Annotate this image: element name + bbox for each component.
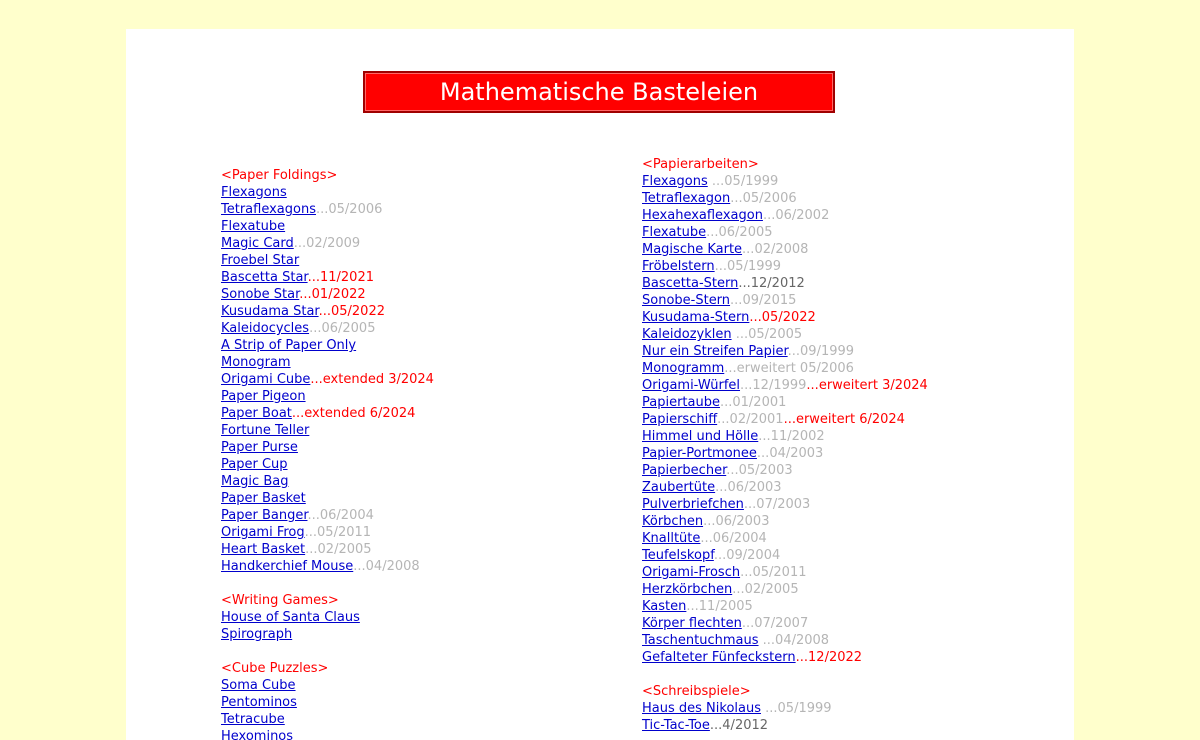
list-item [221, 558, 434, 575]
item-link[interactable]: Papierbecher [642, 463, 727, 478]
item-link[interactable]: Papiertaube [642, 395, 720, 410]
item-link[interactable]: Himmel und Hölle [642, 429, 759, 444]
list-item [221, 456, 434, 473]
list-item [642, 700, 928, 717]
list-item [221, 252, 434, 269]
item-link[interactable]: Flexagons [642, 174, 708, 189]
item-date-note: ...06/2002 [762, 208, 830, 223]
item-link[interactable]: Kaleidozyklen [642, 327, 732, 342]
list-item [642, 445, 928, 462]
item-link[interactable]: Origami-Frosch [642, 565, 741, 580]
item-link[interactable]: Nur ein Streifen Papier [642, 344, 788, 359]
list-item [221, 269, 434, 286]
item-date-note: ...11/2021 [307, 270, 374, 285]
list-item [642, 309, 928, 326]
item-link[interactable]: Bascetta Star [221, 270, 308, 285]
item-date-note: ...02/2009 [293, 236, 361, 251]
list-item [221, 490, 434, 507]
list-item [642, 377, 928, 394]
list-item [642, 326, 928, 343]
spacer [221, 643, 434, 660]
item-date-note: ...09/2015 [730, 293, 797, 308]
content-area [126, 29, 1074, 740]
item-link[interactable]: Kaleidocycles [221, 321, 310, 336]
item-link[interactable]: Paper Purse [221, 440, 298, 455]
section-header: <Writing Games> [221, 593, 339, 608]
item-link[interactable]: Herzkörbchen [642, 582, 733, 597]
item-date-note: ...05/2006 [315, 202, 383, 217]
item-link[interactable]: Handkerchief Mouse [221, 559, 354, 574]
list-item [221, 235, 434, 252]
item-link[interactable]: Tic-Tac-Toe [642, 718, 710, 733]
item-date-note: ...11/2002 [758, 429, 825, 444]
list-item [642, 275, 928, 292]
item-link[interactable]: Monogramm [642, 361, 725, 376]
item-date-note: ...05/2005 [731, 327, 803, 342]
item-date-note: ...07/2007 [741, 616, 809, 631]
item-link[interactable]: Flexatube [221, 219, 286, 234]
item-link[interactable]: Körbchen [642, 514, 704, 529]
item-link[interactable]: Knalltüte [642, 531, 701, 546]
item-date-note: ...04/2008 [758, 633, 830, 648]
item-link[interactable]: Kusudama Star [221, 304, 319, 319]
item-link[interactable]: Fortune Teller [221, 423, 310, 438]
item-date-note: ...12/2012 [738, 276, 805, 291]
list-item [221, 371, 434, 388]
item-link[interactable]: Haus des Nikolaus [642, 701, 761, 716]
list-item [642, 258, 928, 275]
item-link[interactable]: Kasten [642, 599, 687, 614]
list-item [221, 218, 434, 235]
item-link[interactable]: Soma Cube [221, 678, 296, 693]
list-item [642, 207, 928, 224]
list-item [642, 462, 928, 479]
spacer [642, 666, 928, 683]
item-link[interactable]: Flexatube [642, 225, 707, 240]
list-item [221, 711, 434, 728]
section-header: <Cube Puzzles> [221, 661, 329, 676]
list-item [642, 241, 928, 258]
list-item [221, 388, 434, 405]
item-link[interactable]: Bascetta-Stern [642, 276, 739, 291]
item-date-note: ...extended 6/2024 [291, 406, 416, 421]
item-date-note: ...02/2005 [305, 542, 372, 557]
item-date-note: ...05/2011 [304, 525, 372, 540]
item-date-note: ...05/2022 [318, 304, 385, 319]
title-banner [363, 71, 835, 113]
section-header: <Paper Foldings> [221, 168, 338, 183]
list-item [221, 541, 434, 558]
list-item [221, 507, 434, 524]
list-item [221, 677, 434, 694]
item-date-note: ...09/2004 [713, 548, 781, 563]
list-item [642, 411, 928, 428]
item-date-note: ...05/2011 [740, 565, 807, 580]
item-link[interactable]: Paper Boat [221, 406, 292, 421]
list-item [221, 422, 434, 439]
item-date-note: ...11/2005 [686, 599, 753, 614]
item-date-note: ...extended 3/2024 [310, 372, 434, 387]
item-date-note: ...06/2005 [309, 321, 376, 336]
list-item [221, 337, 434, 354]
item-date-note: ...05/1999 [714, 259, 782, 274]
list-item [642, 717, 928, 734]
item-date-note: ...04/2008 [353, 559, 420, 574]
list-item [642, 547, 928, 564]
list-item [221, 609, 434, 626]
item-date-note: ...02/2005 [732, 582, 799, 597]
item-link[interactable]: Origami Frog [221, 525, 305, 540]
item-link[interactable]: Fröbelstern [642, 259, 715, 274]
item-link[interactable]: Magic Card [221, 236, 294, 251]
item-date-note: ...05/1999 [761, 701, 832, 716]
german-column [642, 156, 928, 734]
list-item [221, 728, 434, 740]
item-date-note: ...09/1999 [787, 344, 855, 359]
list-item [221, 184, 434, 201]
item-link[interactable]: Flexagons [221, 185, 287, 200]
list-item [221, 524, 434, 541]
item-link[interactable]: Kusudama-Stern [642, 310, 750, 325]
item-extended-note: ...erweitert 3/2024 [806, 378, 928, 393]
item-link[interactable]: Paper Pigeon [221, 389, 306, 404]
list-item [221, 473, 434, 490]
item-link[interactable]: Tetracube [221, 712, 285, 727]
item-date-note: ...06/2003 [715, 480, 782, 495]
list-item [642, 428, 928, 445]
item-date-note: ...05/2006 [730, 191, 797, 206]
item-link[interactable]: Hexominos [221, 729, 294, 740]
list-item [221, 320, 434, 337]
list-item [221, 439, 434, 456]
item-link[interactable]: Tetraflexagons [221, 202, 316, 217]
item-date-note: ...01/2022 [299, 287, 366, 302]
item-date-note: ...06/2004 [700, 531, 767, 546]
item-link[interactable]: Sonobe Star [221, 287, 300, 302]
item-link[interactable]: Paper Basket [221, 491, 306, 506]
item-link[interactable]: Heart Basket [221, 542, 306, 557]
item-link[interactable]: Spirograph [221, 627, 293, 642]
list-item [642, 598, 928, 615]
item-link[interactable]: Paper Banger [221, 508, 308, 523]
list-item [642, 360, 928, 377]
list-item [221, 354, 434, 371]
list-item [642, 173, 928, 190]
item-date-note: ...02/2008 [742, 242, 809, 257]
list-item [221, 626, 434, 643]
page-title: Mathematische Basteleien [439, 78, 759, 106]
spacer [221, 575, 434, 592]
item-link[interactable]: A Strip of Paper Only [221, 338, 357, 353]
item-link[interactable]: Magische Karte [642, 242, 743, 257]
list-item [642, 530, 928, 547]
item-date-note: ...06/2004 [307, 508, 374, 523]
item-date-note: ...4/2012 [709, 718, 769, 733]
item-link[interactable]: Papierschiff [642, 412, 718, 427]
list-item [221, 405, 434, 422]
item-link[interactable]: Origami Cube [221, 372, 311, 387]
list-item [642, 632, 928, 649]
list-item [642, 496, 928, 513]
item-date-note: ...04/2003 [756, 446, 824, 461]
item-date-note: ...05/1999 [707, 174, 779, 189]
item-date-note: ...erweitert 05/2006 [724, 361, 854, 376]
item-link[interactable]: Pulverbriefchen [642, 497, 744, 512]
item-link[interactable]: Hexahexaflexagon [642, 208, 763, 223]
item-extended-note: ...erweitert 6/2024 [783, 412, 905, 427]
list-item [642, 343, 928, 360]
item-link[interactable]: Papier-Portmonee [642, 446, 757, 461]
item-link[interactable]: Monogram [221, 355, 291, 370]
section-header: <Papierarbeiten> [642, 157, 759, 172]
item-date-note: ...05/2003 [726, 463, 793, 478]
list-item [642, 513, 928, 530]
list-item [642, 649, 928, 666]
list-item [642, 292, 928, 309]
list-item [221, 303, 434, 320]
item-link[interactable]: Froebel Star [221, 253, 300, 268]
item-date-note: ...07/2003 [743, 497, 811, 512]
item-link[interactable]: Tetraflexagon [642, 191, 731, 206]
item-link[interactable]: Gefalteter Fünfeckstern [642, 650, 796, 665]
english-column [221, 167, 434, 740]
item-link[interactable]: Origami-Würfel [642, 378, 741, 393]
item-date-note: ...12/2022 [795, 650, 863, 665]
item-link[interactable]: Zaubertüte [642, 480, 716, 495]
list-item [221, 694, 434, 711]
list-item [642, 615, 928, 632]
list-item [642, 564, 928, 581]
item-link[interactable]: House of Santa Claus [221, 610, 360, 625]
item-link[interactable]: Teufelskopf [642, 548, 714, 563]
item-link[interactable]: Sonobe-Stern [642, 293, 731, 308]
item-link[interactable]: Paper Cup [221, 457, 288, 472]
item-date-note: ...02/2001 [717, 412, 784, 427]
item-date-note: ...05/2022 [749, 310, 816, 325]
item-date-note: ...12/1999 [740, 378, 807, 393]
item-date-note: ...06/2005 [706, 225, 773, 240]
item-date-note: ...06/2003 [703, 514, 770, 529]
list-item [221, 201, 434, 218]
list-item [642, 479, 928, 496]
item-date-note: ...01/2001 [719, 395, 787, 410]
item-link[interactable]: Pentominos [221, 695, 297, 710]
item-link[interactable]: Magic Bag [221, 474, 289, 489]
section-header: <Schreibspiele> [642, 684, 751, 699]
list-item [221, 286, 434, 303]
list-item [642, 581, 928, 598]
list-item [642, 190, 928, 207]
list-item [642, 394, 928, 411]
list-item [642, 224, 928, 241]
item-link[interactable]: Taschentuchmaus [642, 633, 759, 648]
item-link[interactable]: Körper flechten [642, 616, 742, 631]
